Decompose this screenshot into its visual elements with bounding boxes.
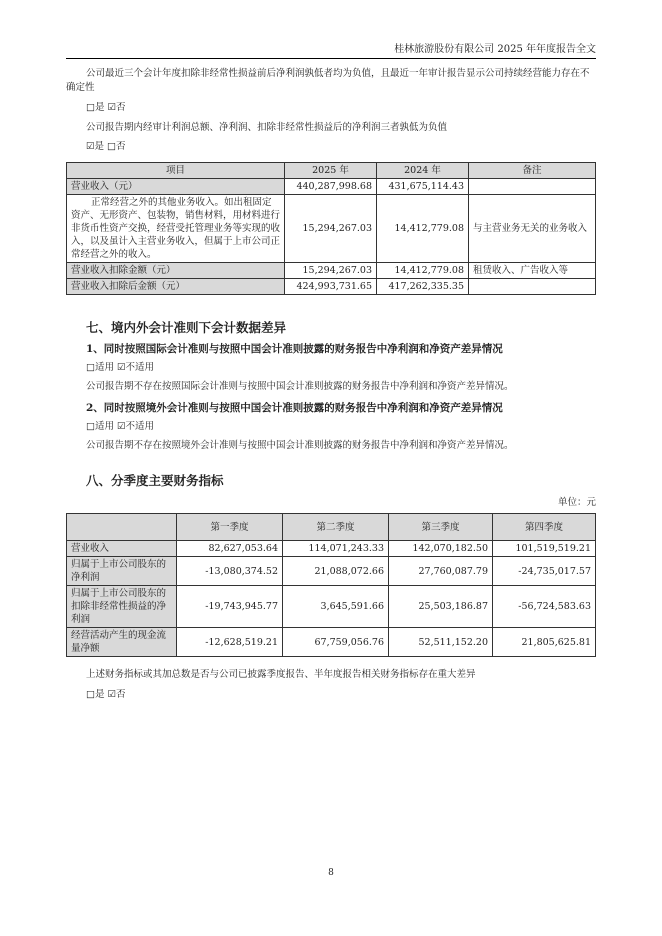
cell: 15,294,267.03: [285, 195, 377, 263]
table-row: [67, 586, 596, 628]
section-7-2-answer: □适用 ☑不适用: [86, 421, 155, 432]
cell: 21,805,625.81: [493, 628, 596, 657]
cell: 21,088,072.66: [283, 557, 389, 586]
cell: [469, 179, 596, 195]
cell: -24,735,017.57: [493, 557, 596, 586]
row-label: 经营活动产生的现金流量净额: [67, 628, 177, 657]
cell: -19,743,945.77: [177, 586, 283, 628]
header-cell: 2025 年: [285, 163, 377, 179]
cell: 25,503,186.87: [389, 586, 493, 628]
cell: 3,645,591.66: [283, 586, 389, 628]
cell: 431,675,114.43: [377, 179, 469, 195]
running-header: 桂林旅游股份有限公司 2025 年年度报告全文: [394, 44, 596, 55]
header-cell: 项目: [67, 163, 285, 179]
cell: 101,519,519.21: [493, 541, 596, 557]
header-rule: [66, 58, 596, 59]
table-row: [67, 195, 596, 263]
section-7-1-answer: □适用 ☑不适用: [86, 362, 155, 373]
header-cell: 第三季度: [389, 514, 493, 541]
cell: -56,724,583.63: [493, 586, 596, 628]
cell: 440,287,998.68: [285, 179, 377, 195]
row-label: 归属于上市公司股东的净利润: [67, 557, 177, 586]
cell: -13,080,374.52: [177, 557, 283, 586]
section-7-1-title: 1、同时按照国际会计准则与按照中国会计准则披露的财务报告中净利润和净资产差异情况: [86, 343, 503, 355]
table-row: [67, 179, 596, 195]
table-row: [67, 557, 596, 586]
header-cell: 第四季度: [493, 514, 596, 541]
row-label: 正常经营之外的其他业务收入。如出租固定资产、无形资产、包装物，销售材料，用材料进行非货币性资产交换，经营受托管理业务等实现的收入，以及虽计入主营业务收入，但属于上市公司正常经营之外的收入。: [67, 195, 285, 263]
row-label: 营业收入（元）: [67, 179, 285, 195]
cell: 14,412,779.08: [377, 263, 469, 279]
table-row: [67, 628, 596, 657]
table-row: [67, 263, 596, 279]
quarterly-table: [66, 513, 596, 657]
cell: 67,759,056.76: [283, 628, 389, 657]
row-label: 营业收入扣除后金额（元）: [67, 279, 285, 295]
q3-text: 上述财务指标或其加总数是否与公司已披露季度报告、半年度报告相关财务指标存在重大差异: [86, 669, 476, 680]
cell: [469, 279, 596, 295]
row-label: 营业收入: [67, 541, 177, 557]
page-number: 8: [328, 868, 334, 878]
table-row: [67, 541, 596, 557]
cell: -12,628,519.21: [177, 628, 283, 657]
section-7-title: 七、境内外会计准则下会计数据差异: [86, 320, 287, 335]
header-cell: 2024 年: [377, 163, 469, 179]
cell: 与主营业务无关的业务收入: [469, 195, 596, 263]
cell: 15,294,267.03: [285, 263, 377, 279]
row-label: 营业收入扣除金额（元）: [67, 263, 285, 279]
section-8-title: 八、分季度主要财务指标: [86, 473, 224, 488]
row-label: 归属于上市公司股东的扣除非经常性损益的净利润: [67, 586, 177, 628]
unit-label: 单位：元: [557, 497, 596, 508]
header-cell: 第二季度: [283, 514, 389, 541]
section-7-1-text: 公司报告期不存在按照国际会计准则与按照中国会计准则披露的财务报告中净利润和净资产差异情况。: [86, 381, 514, 392]
section-7-2-text: 公司报告期不存在按照境外会计准则与按照中国会计准则披露的财务报告中净利润和净资产差异情况。: [86, 440, 514, 451]
header-cell: 备注: [469, 163, 596, 179]
cell: 82,627,053.64: [177, 541, 283, 557]
q2-answer: ☑是 □否: [86, 141, 126, 152]
cell: 租赁收入、广告收入等: [469, 263, 596, 279]
table-header-row: [67, 514, 596, 541]
header-cell: [67, 514, 177, 541]
q1-text: 公司最近三个会计年度扣除非经常性损益前后净利润孰低者均为负值，且最近一年审计报告显示公司持续经营能力存在不确定性: [66, 68, 590, 93]
cell: 417,262,335.35: [377, 279, 469, 295]
section-7-2-title: 2、同时按照境外会计准则与按照中国会计准则披露的财务报告中净利润和净资产差异情况: [86, 402, 503, 414]
q1-answer: □是 ☑否: [86, 102, 126, 113]
table-row: [67, 279, 596, 295]
cell: 424,993,731.65: [285, 279, 377, 295]
table-header-row: [67, 163, 596, 179]
cell: 52,511,152.20: [389, 628, 493, 657]
cell: 114,071,243.33: [283, 541, 389, 557]
cell: 14,412,779.08: [377, 195, 469, 263]
q3-answer: □是 ☑否: [86, 689, 126, 700]
q2-text: 公司报告期内经审计利润总额、净利润、扣除非经常性损益后的净利润三者孰低为负值: [86, 122, 448, 133]
header-cell: 第一季度: [177, 514, 283, 541]
revenue-deduction-table: [66, 162, 596, 295]
cell: 142,070,182.50: [389, 541, 493, 557]
cell: 27,760,087.79: [389, 557, 493, 586]
